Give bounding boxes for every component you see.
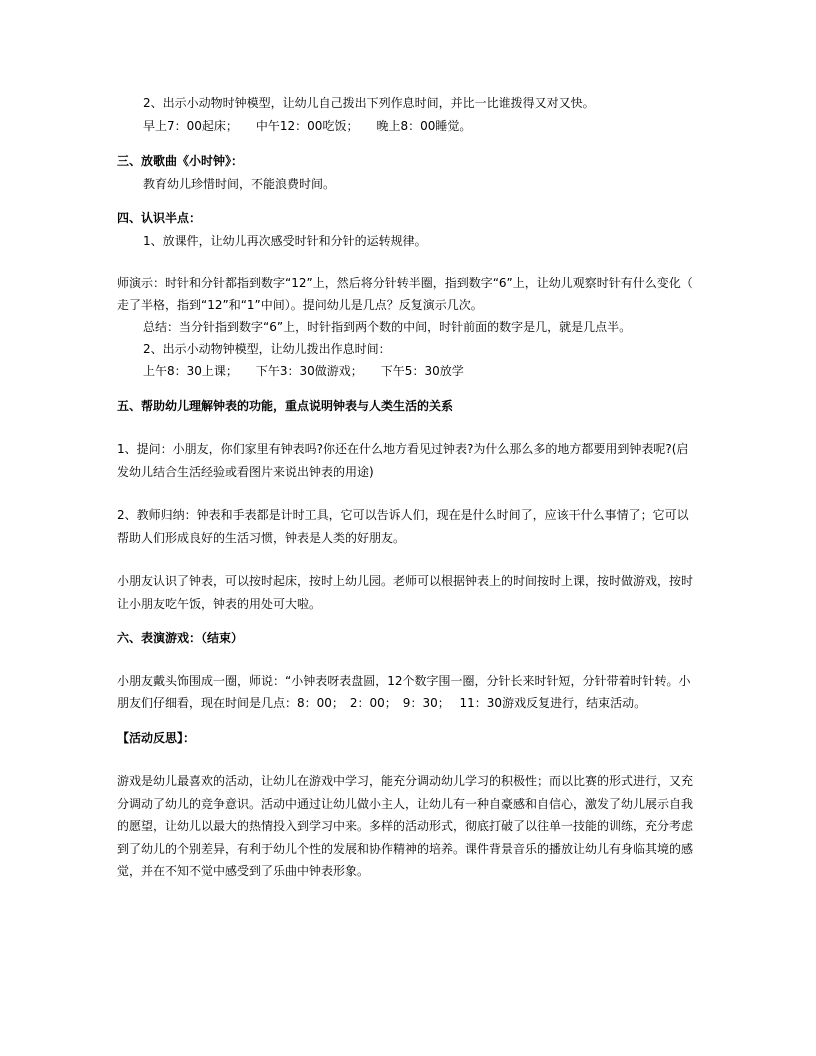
paragraph-line: 走了半格，指到“12”和“1”中间）。提问幼儿是几点？反复演示几次。	[117, 298, 483, 312]
paragraph-line: 早上7：00起床； 中午12：00吃饭； 晚上8：00睡觉。	[143, 119, 472, 133]
paragraph-line: 发幼儿结合生活经验或看图片来说出钟表的用途)	[117, 465, 374, 479]
paragraph-line: 小朋友认识了钟表，可以按时起床，按时上幼儿园。老师可以根据钟表上的时间按时上课，按时做游戏，按时	[117, 574, 694, 588]
paragraph-line: 的愿望，让幼儿以最大的热情投入到学习中来。多样的活动形式，彻底打破了以往单一技能的训练，充分考虑	[117, 819, 694, 833]
paragraph-line: 小朋友戴头饰围成一圈，师说：“小钟表呀表盘圆，12个数字围一圈，分针长来时针短，分针带着时针转。小	[117, 674, 691, 688]
section-heading: 三、放歌曲《小时钟》：	[117, 154, 244, 168]
paragraph-line: 让小朋友吃午饭，钟表的用处可大啦。	[117, 597, 322, 611]
paragraph-line: 2、教师归纳：钟表和手表都是计时工具，它可以告诉人们，现在是什么时间了，应该干什么事情了；它可以	[117, 508, 689, 522]
paragraph-line: 游戏是幼儿最喜欢的活动，让幼儿在游戏中学习，能充分调动幼儿学习的积极性；而以比赛的形式进行，又充	[117, 774, 694, 788]
paragraph-line: 1、提问：小朋友，你们家里有钟表吗?你还在什么地方看见过钟表?为什么那么多的地方都要用到钟表呢?(启	[117, 442, 689, 456]
paragraph-line: 总结：当分针指到数字“6”上，时针指到两个数的中间，时针前面的数字是几，就是几点半。	[143, 320, 632, 334]
paragraph-line: 到了幼儿的个别差异，有利于幼儿个性的发展和协作精神的培养。课件背景音乐的播放让幼儿有身临其境的感	[117, 842, 694, 856]
section-heading: 四、认识半点：	[117, 211, 202, 225]
section-heading: 五、帮助幼儿理解钟表的功能，重点说明钟表与人类生活的关系	[117, 399, 454, 413]
paragraph-line: 分调动了幼儿的竞争意识。活动中通过让幼儿做小主人，让幼儿有一种自豪感和自信心，激发了幼儿展示自我	[117, 797, 694, 811]
paragraph-line: 上午8：30上课； 下午3：30做游戏； 下午5：30放学	[143, 364, 464, 378]
paragraph-line: 师演示：时针和分针都指到数字“12”上，然后将分针转半圈，指到数字“6”上，让幼儿观察时针有什么变化（	[117, 276, 693, 290]
paragraph-line: 2、出示小动物时钟模型，让幼儿自己拨出下列作息时间，并比一比谁拨得又对又快。	[143, 96, 595, 110]
section-heading: 【活动反思】：	[117, 731, 196, 745]
paragraph-line: 教育幼儿珍惜时间，不能浪费时间。	[143, 177, 336, 191]
paragraph-line: 1、放课件，让幼儿再次感受时针和分针的运转规律。	[143, 234, 427, 248]
paragraph-line: 2、出示小动物钟模型，让幼儿拨出作息时间：	[143, 342, 391, 356]
paragraph-line: 帮助人们形成良好的生活习惯，钟表是人类的好朋友。	[117, 531, 406, 545]
paragraph-line: 朋友们仔细看，现在时间是几点：8：00； 2：00； 9：30； 11：30游戏反复进行，结束活动。	[117, 696, 647, 710]
section-heading: 六、表演游戏：（结束）	[117, 631, 244, 645]
paragraph-line: 觉，并在不知不觉中感受到了乐曲中钟表形象。	[117, 864, 370, 878]
